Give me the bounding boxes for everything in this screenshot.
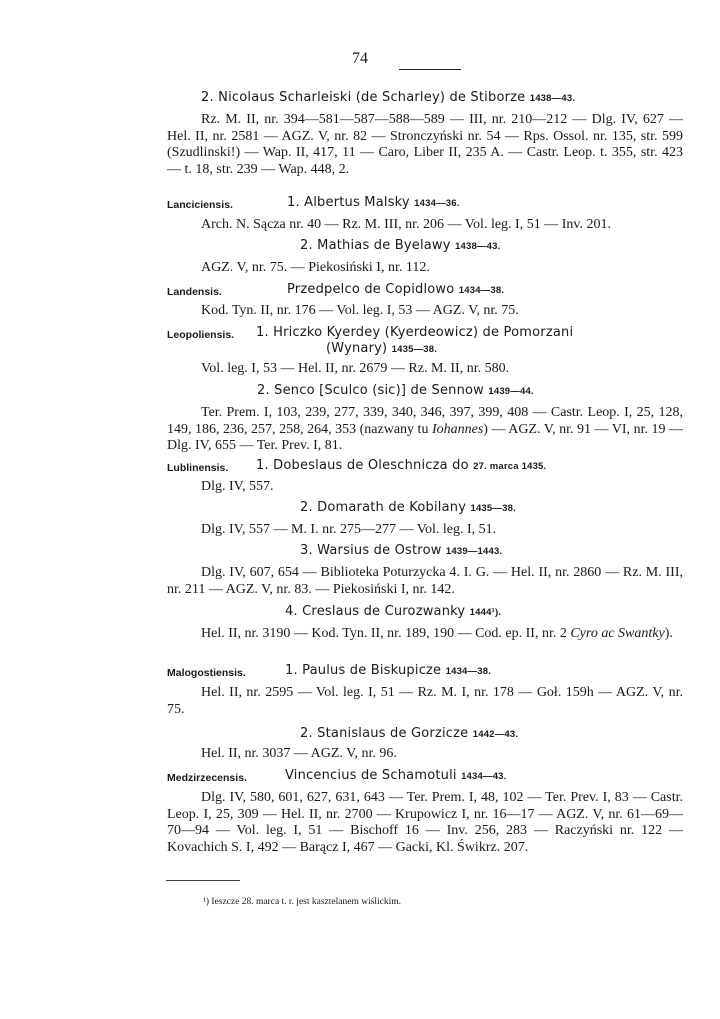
references: Rz. M. II, nr. 394—581—587—588—589 — III, nr. 210—212 — Dlg. IV, 627 — Hel. II, nr. 2581 — AGZ. V, nr. 82 — Stronczyński nr. 54 — Rps. Ossol. nr. 135, str. 599 (Szudlinski!) — Wap. II, 417, 11 — Caro, Liber II, 235 A. — Castr. Leop. t. 355, str. 423 — t. 18, str. 239 — Wap. 448, 2. [167,112,683,177]
page-number: 74 [352,50,368,67]
entry-heading: 2. Senco [Sculco (sic)] de Sennow 1439—44. [257,383,534,398]
entry-heading: Vincencius de Schamotuli 1434—43. [285,768,507,783]
page-number-rule [399,69,461,70]
references: Dlg. IV, 557. [201,479,274,494]
footnote: ¹) Ieszcze 28. marca t. r. jest kasztelanem wiślickim. [203,897,402,907]
references: Dlg. IV, 607, 654 — Biblioteka Poturzycka 4. I. G. — Hel. II, nr. 2860 — Rz. M. III, nr. 211 — AGZ. V, nr. 83. — Piekosiński I, nr. 142. [167,565,683,597]
footnote-rule [166,880,240,881]
entry-heading: 4. Creslaus de Curozwanky 1444¹). [285,604,502,619]
entry-heading: 1. Dobeslaus de Oleschnicza do 27. marca 1435. [256,458,547,473]
references: Hel. II, nr. 2595 — Vol. leg. I, 51 — Rz. M. I, nr. 178 — Goł. 159h — AGZ. V, nr. 75. [167,685,683,717]
entry-heading: 3. Warsius de Ostrow 1439—1443. [300,543,503,558]
entry-heading: 2. Nicolaus Scharleiski (de Scharley) de Stiborze 1438—43. [201,90,576,105]
entry-heading: 1. Paulus de Biskupicze 1434—38. [285,663,492,678]
references: Vol. leg. I, 53 — Hel. II, nr. 2679 — Rz. M. II, nr. 580. [201,361,510,376]
entry-heading-continued: (Wynary) 1435—38. [326,341,438,356]
office-label: Malogostiensis. [167,667,246,679]
references: Ter. Prem. I, 103, 239, 277, 339, 340, 346, 397, 399, 408 — Castr. Leop. I, 25, 128, 149, 186, 236, 257, 258, 264, 353 (nazwany tu Iohannes) — AGZ. V, nr. 91 — VI, nr. 19 — Dlg. IV, 655 — Ter. Prev. I, 81. [167,405,683,453]
references: Hel. II, nr. 3190 — Kod. Tyn. II, nr. 189, 190 — Cod. ep. II, nr. 2 Cyro ac Swantky). [201,626,673,641]
entry-heading: Przedpelco de Copidlowo 1434—38. [287,282,505,297]
office-label: Leopoliensis. [167,329,235,341]
office-label: Medzirzecensis. [167,772,247,784]
office-label: Lanciciensis. [167,199,233,211]
references: AGZ. V, nr. 75. — Piekosiński I, nr. 112. [201,260,430,275]
office-label: Landensis. [167,286,222,298]
references: Dlg. IV, 557 — M. I. nr. 275—277 — Vol. leg. I, 51. [201,522,497,537]
entry-heading: 1. Hriczko Kyerdey (Kyerdeowicz) de Pomorzani [256,325,574,340]
references: Hel. II, nr. 3037 — AGZ. V, nr. 96. [201,746,397,761]
office-label: Lublinensis. [167,462,229,474]
entry-heading: 1. Albertus Malsky 1434—36. [287,195,460,210]
entry-heading: 2. Domarath de Kobilany 1435—38. [300,500,516,515]
references: Kod. Tyn. II, nr. 176 — Vol. leg. I, 53 — AGZ. V, nr. 75. [201,303,519,318]
references: Dlg. IV, 580, 601, 627, 631, 643 — Ter. Prem. I, 48, 102 — Ter. Prev. I, 83 — Castr. Leop. I, 25, 309 — Hel. II, nr. 2700 — Krupowicz I, nr. 16—17 — AGZ. V, nr. 61—69—70—94 — Vol. leg. I, 51 — Bischoff 16 — Inv. 256, 283 — Raczyński nr. 122 — Kovachich S. I, 492 — Barącz I, 467 — Gacki, Kl. Świkrz. 207. [167,790,683,855]
entry-heading: 2. Stanislaus de Gorzicze 1442—43. [300,726,519,741]
entry-heading: 2. Mathias de Byelawy 1438—43. [300,238,501,253]
references: Arch. N. Sącza nr. 40 — Rz. M. III, nr. 206 — Vol. leg. I, 51 — Inv. 201. [201,217,611,232]
